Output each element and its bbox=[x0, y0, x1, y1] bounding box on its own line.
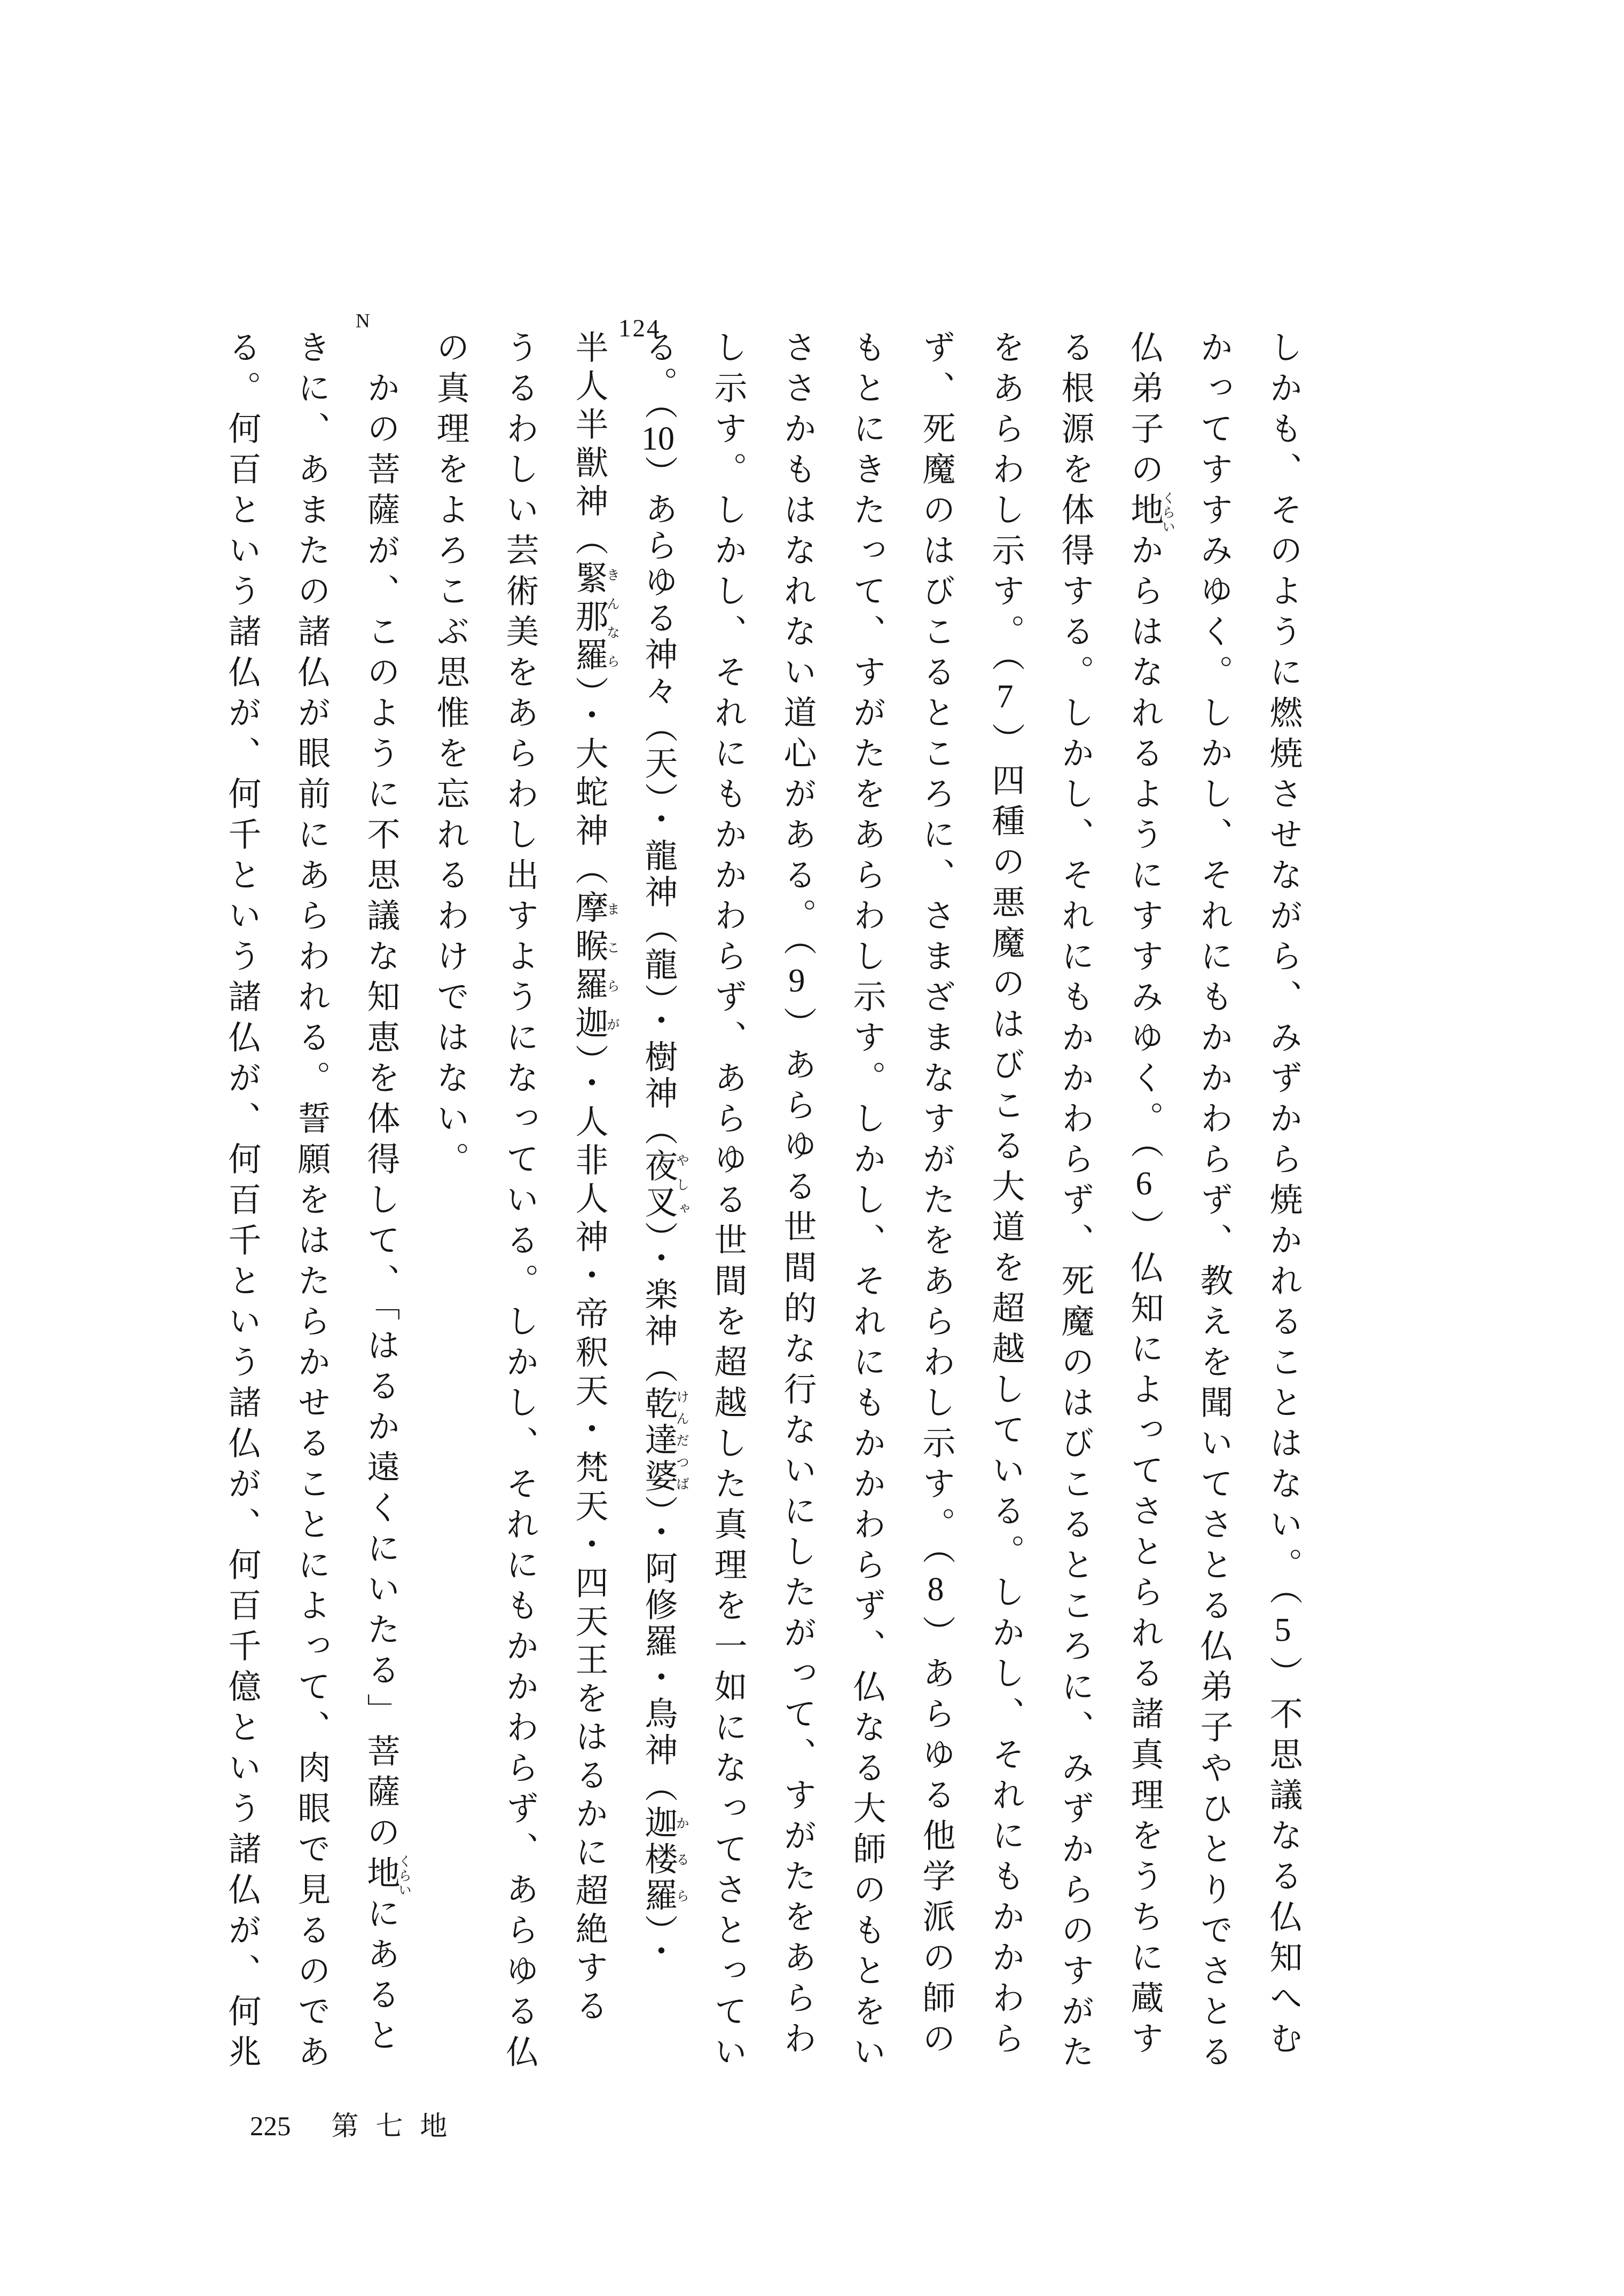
text-column-9: し示す。しかし、それにもかかわらず、あらゆる世間を超越した真理を一如になってさとってい bbox=[709, 330, 746, 2075]
ruby-annotated-word: 迦楼羅かるら bbox=[640, 1805, 689, 1914]
text-column-12: うるわしい芸術美をあらわし出すようになっている。しかし、それにもかかわらず、あらゆる仏 bbox=[501, 330, 537, 2075]
page-number-top: 124 bbox=[618, 314, 661, 342]
handwritten-margin-mark: N bbox=[356, 310, 370, 332]
ruby-annotated-word: 乾達婆けんだつば bbox=[640, 1386, 689, 1495]
footer-page-number: 225 bbox=[250, 2112, 291, 2142]
text-column-7: もとにきたって、すがたをあらわし示す。しかし、それにもかかわらず、仏なる大師のもとをい bbox=[848, 330, 884, 2075]
text-column-4: る根源を体得する。しかし、それにもかかわらず、死魔のはびこるところに、みずからのすがた bbox=[1056, 330, 1093, 2075]
text-column-2: かってすすみゆく。しかし、それにもかかわらず、教えを聞いてさとる仏弟子やひとりでさとる bbox=[1195, 330, 1231, 2075]
text-column-16: る。何百という諸仏が、何千という諸仏が、何百千という諸仏が、何百千億という諸仏が、何兆 bbox=[223, 330, 260, 2075]
text-column-14: かの菩薩が、このように不思議な知恵を体得して、「はるか遠くにいたる」菩薩の地くらいにあると bbox=[362, 330, 411, 2058]
footer-section-title: 第七地 bbox=[331, 2112, 465, 2142]
text-column-3: 仏弟子の地くらいからはなれるようにすすみゆく。（6）仏知によってさとられる諸真理をうちに蔵す bbox=[1126, 330, 1175, 2062]
text-column-13: の真理をよろこぶ思惟を忘れるわけではない。 bbox=[432, 330, 468, 1182]
text-column-1: しかも、そのように燃焼させながら、みずから焼かれることはない。（5）不思議なる仏知へむ bbox=[1265, 330, 1301, 2062]
text-column-8: ささかもはなれない道心がある。（9）あらゆる世間的な行ないにしたがって、すがたをあらわ bbox=[779, 330, 815, 2062]
page-footer bbox=[250, 2104, 465, 2143]
text-column-5: をあらわし示す。（7）四種の悪魔のはびこる大道を超越している。しかし、それにもかかわら bbox=[987, 330, 1023, 2062]
ruby-annotated-word: 地くらい bbox=[1126, 491, 1175, 534]
tate-chu-yoko-number: 10 bbox=[641, 422, 674, 455]
text-column-10: る。（10）あらゆる神々（天）・龍神（龍）・樹神（夜叉やしゃ）・楽神（乾達婆けんだつば）・阿修羅・鳥神（迦楼羅かるら）・ bbox=[640, 330, 689, 1970]
text-column-11: 半人半獣神（緊那羅きんなら）・大蛇神（摩睺羅迦まこらが）・人非人神・帝釈天・梵天・四天王をはるかに超絶する bbox=[570, 330, 619, 2027]
text-column-6: ず、死魔のはびこるところに、さまざまなすがたをあらわし示す。（8）あらゆる他学派の師の bbox=[917, 330, 954, 2062]
ruby-annotated-word: 地くらい bbox=[362, 1854, 411, 1898]
ruby-annotated-word: 緊那羅きんなら bbox=[570, 561, 619, 676]
text-column-15: きに、あまたの諸仏が眼前にあらわれる。誓願をはたらかせることによって、肉眼で見るのであ bbox=[293, 330, 329, 2075]
ruby-annotated-word: 夜叉やしゃ bbox=[640, 1149, 689, 1221]
vertical-text-block bbox=[206, 330, 1317, 2075]
ruby-annotated-word: 摩睺羅迦まこらが bbox=[570, 890, 619, 1044]
